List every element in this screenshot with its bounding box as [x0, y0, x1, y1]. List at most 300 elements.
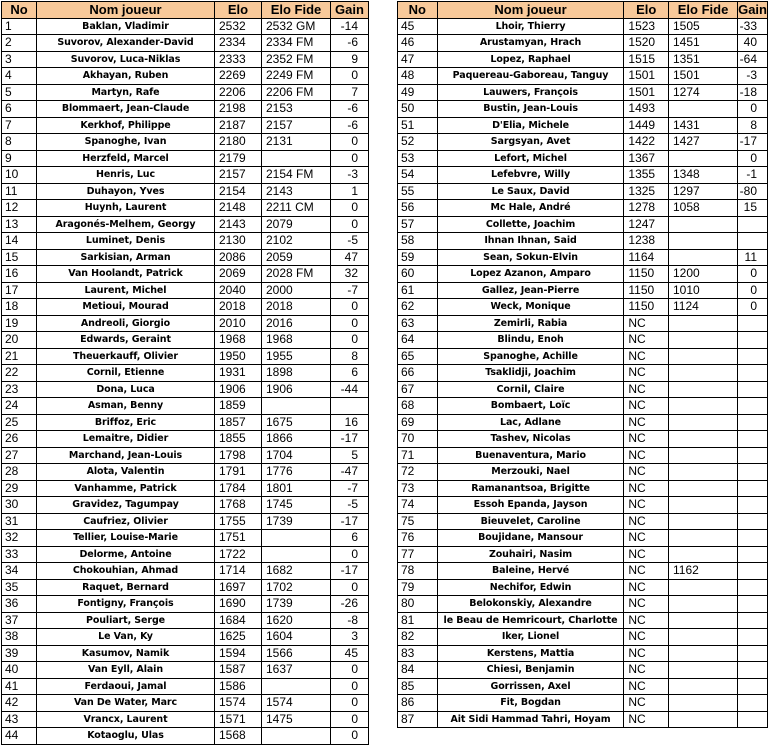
player-name: Zouhairi, Nasim [437, 546, 624, 563]
player-gain: -47 [331, 464, 369, 481]
player-elo: NC [624, 662, 669, 679]
player-elo-fide: 1745 [262, 497, 331, 514]
player-elo-fide [668, 513, 737, 530]
player-row [2, 546, 369, 563]
player-name: Lopez Azanon, Amparo [437, 266, 624, 283]
player-number: 38 [2, 629, 37, 646]
player-elo: 1857 [215, 414, 262, 431]
player-elo: 1784 [215, 480, 262, 497]
player-row [398, 695, 768, 712]
player-number: 28 [2, 464, 37, 481]
player-elo-fide [668, 464, 737, 481]
player-number: 43 [2, 711, 37, 728]
player-name: Kerkhof, Philippe [37, 117, 215, 134]
player-gain: -33 [738, 18, 768, 35]
player-row [2, 183, 369, 200]
player-gain: 0 [331, 579, 369, 596]
player-name: Cornil, Etienne [37, 365, 215, 382]
player-elo: 2532 [215, 18, 262, 35]
player-gain: -1 [738, 167, 768, 184]
player-gain [738, 513, 768, 530]
player-gain: 40 [738, 35, 768, 52]
player-gain: 0 [331, 200, 369, 217]
player-number: 23 [2, 381, 37, 398]
player-elo-fide [668, 150, 737, 167]
player-name: le Beau de Hemricourt, Charlotte [437, 612, 624, 629]
player-row [398, 629, 768, 646]
player-gain: 0 [331, 332, 369, 349]
header-row [2, 2, 369, 19]
player-row [398, 348, 768, 365]
player-gain [738, 315, 768, 332]
player-name: Martyn, Rafe [37, 84, 215, 101]
player-name: Sarkisian, Arman [37, 249, 215, 266]
player-elo-fide [668, 348, 737, 365]
player-elo-fide: 2102 [262, 233, 331, 250]
header-no: No [2, 2, 37, 19]
player-elo-fide: 2206 FM [262, 84, 331, 101]
player-elo: NC [624, 447, 669, 464]
player-gain: 0 [738, 150, 768, 167]
player-elo: 1587 [215, 662, 262, 679]
player-elo: 2018 [215, 299, 262, 316]
player-elo-fide [668, 612, 737, 629]
player-gain: 11 [738, 249, 768, 266]
player-number: 36 [2, 596, 37, 613]
player-row [398, 596, 768, 613]
player-elo: NC [624, 695, 669, 712]
player-number: 27 [2, 447, 37, 464]
player-elo: NC [624, 629, 669, 646]
player-elo: 2179 [215, 150, 262, 167]
player-elo: 1625 [215, 629, 262, 646]
player-elo: 1247 [624, 216, 669, 233]
player-gain: 15 [738, 200, 768, 217]
player-number: 77 [398, 546, 438, 563]
player-number: 4 [2, 68, 37, 85]
player-gain: 8 [738, 117, 768, 134]
player-elo-fide: 1505 [668, 18, 737, 35]
player-row [2, 84, 369, 101]
player-gain: -5 [331, 233, 369, 250]
player-gain [738, 332, 768, 349]
player-name: Belokonskiy, Alexandre [437, 596, 624, 613]
player-gain: -6 [331, 101, 369, 118]
player-elo: 2130 [215, 233, 262, 250]
player-elo-fide [668, 579, 737, 596]
player-row [2, 662, 369, 679]
player-name: Spanoghe, Ivan [37, 134, 215, 151]
player-elo: 2269 [215, 68, 262, 85]
player-row [2, 398, 369, 415]
player-elo: NC [624, 546, 669, 563]
player-gain: -64 [738, 51, 768, 68]
player-elo: 1325 [624, 183, 669, 200]
player-number: 18 [2, 299, 37, 316]
player-row [398, 464, 768, 481]
player-name: Buenaventura, Mario [437, 447, 624, 464]
player-row [2, 728, 369, 745]
player-number: 63 [398, 315, 438, 332]
player-elo: 2148 [215, 200, 262, 217]
player-row [398, 546, 768, 563]
player-gain: -6 [331, 35, 369, 52]
player-elo-fide: 1274 [668, 84, 737, 101]
player-elo-fide [262, 678, 331, 695]
player-gain [331, 398, 369, 415]
player-elo: 1931 [215, 365, 262, 382]
player-number: 54 [398, 167, 438, 184]
player-row [398, 530, 768, 547]
player-number: 7 [2, 117, 37, 134]
player-elo: 1859 [215, 398, 262, 415]
player-number: 9 [2, 150, 37, 167]
player-name: Fontigny, François [37, 596, 215, 613]
player-elo: 1690 [215, 596, 262, 613]
player-elo: 1594 [215, 645, 262, 662]
player-name: Collette, Joachim [437, 216, 624, 233]
player-gain [738, 678, 768, 695]
player-elo: 1768 [215, 497, 262, 514]
player-gain: 0 [331, 216, 369, 233]
player-gain [738, 431, 768, 448]
player-number: 64 [398, 332, 438, 349]
player-elo-fide: 2153 [262, 101, 331, 118]
player-number: 53 [398, 150, 438, 167]
player-number: 5 [2, 84, 37, 101]
player-elo: 2086 [215, 249, 262, 266]
player-name: Caufriez, Olivier [37, 513, 215, 530]
player-gain: 3 [331, 629, 369, 646]
player-number: 58 [398, 233, 438, 250]
player-gain [738, 447, 768, 464]
player-gain: 6 [331, 530, 369, 547]
player-name: Chiesi, Benjamin [437, 662, 624, 679]
player-elo-fide [668, 629, 737, 646]
player-elo-fide: 1501 [668, 68, 737, 85]
player-elo: NC [624, 711, 669, 728]
player-row [2, 513, 369, 530]
player-elo-fide: 1574 [262, 695, 331, 712]
player-elo-fide [668, 497, 737, 514]
player-name: Cornil, Claire [437, 381, 624, 398]
player-number: 67 [398, 381, 438, 398]
player-elo: 1684 [215, 612, 262, 629]
player-row [398, 563, 768, 580]
player-elo-fide: 1427 [668, 134, 737, 151]
player-elo: 1150 [624, 282, 669, 299]
player-number: 2 [2, 35, 37, 52]
player-elo-fide [668, 332, 737, 349]
player-name: Alota, Valentin [37, 464, 215, 481]
player-number: 47 [398, 51, 438, 68]
player-elo-fide [668, 249, 737, 266]
player-elo: 2040 [215, 282, 262, 299]
player-row [2, 200, 369, 217]
player-row [398, 711, 768, 728]
player-elo-fide [668, 431, 737, 448]
player-elo-fide: 1739 [262, 596, 331, 613]
player-gain: -17 [331, 513, 369, 530]
header-elo-fide: Elo Fide [668, 2, 737, 19]
player-elo: NC [624, 563, 669, 580]
player-number: 61 [398, 282, 438, 299]
player-number: 17 [2, 282, 37, 299]
player-number: 19 [2, 315, 37, 332]
player-row [398, 249, 768, 266]
player-row [2, 35, 369, 52]
player-elo-fide: 1675 [262, 414, 331, 431]
player-elo-fide [668, 546, 737, 563]
player-number: 37 [2, 612, 37, 629]
player-gain [738, 563, 768, 580]
player-gain: 47 [331, 249, 369, 266]
player-gain: -7 [331, 480, 369, 497]
player-elo-fide [668, 645, 737, 662]
player-name: Henris, Luc [37, 167, 215, 184]
player-name: Andreoli, Giorgio [37, 315, 215, 332]
player-row [398, 332, 768, 349]
player-number: 76 [398, 530, 438, 547]
player-elo: 1568 [215, 728, 262, 745]
player-name: Aragonés-Melhem, Georgy [37, 216, 215, 233]
player-row [398, 18, 768, 35]
player-gain: -26 [331, 596, 369, 613]
player-number: 16 [2, 266, 37, 283]
ranking-table-left [1, 1, 369, 745]
player-name: Van Eyll, Alain [37, 662, 215, 679]
player-elo: NC [624, 365, 669, 382]
player-elo-fide [668, 315, 737, 332]
player-row [2, 414, 369, 431]
player-number: 71 [398, 447, 438, 464]
player-name: Lhoir, Thierry [437, 18, 624, 35]
player-number: 66 [398, 365, 438, 382]
player-gain: 6 [331, 365, 369, 382]
player-gain: -14 [331, 18, 369, 35]
player-number: 24 [2, 398, 37, 415]
player-number: 46 [398, 35, 438, 52]
player-number: 20 [2, 332, 37, 349]
player-elo-fide: 1620 [262, 612, 331, 629]
player-gain: 7 [331, 84, 369, 101]
player-name: Arustamyan, Hrach [437, 35, 624, 52]
player-gain: 0 [331, 299, 369, 316]
player-row [2, 332, 369, 349]
player-number: 65 [398, 348, 438, 365]
player-name: Vanhamme, Patrick [37, 480, 215, 497]
player-elo: 2069 [215, 266, 262, 283]
player-gain: -44 [331, 381, 369, 398]
player-elo: NC [624, 332, 669, 349]
player-gain [738, 629, 768, 646]
player-gain: 45 [331, 645, 369, 662]
player-row [2, 348, 369, 365]
player-elo-fide: 1776 [262, 464, 331, 481]
player-number: 45 [398, 18, 438, 35]
player-row [398, 233, 768, 250]
player-name: Ihnan Ihnan, Said [437, 233, 624, 250]
player-gain: 0 [331, 68, 369, 85]
player-number: 80 [398, 596, 438, 613]
player-gain: 0 [331, 546, 369, 563]
player-number: 32 [2, 530, 37, 547]
player-row [2, 695, 369, 712]
player-elo-fide: 1801 [262, 480, 331, 497]
player-gain: 0 [331, 150, 369, 167]
player-name: Tellier, Louise-Marie [37, 530, 215, 547]
player-number: 26 [2, 431, 37, 448]
player-elo: 2154 [215, 183, 262, 200]
player-gain [738, 596, 768, 613]
player-elo-fide [668, 414, 737, 431]
player-gain [738, 579, 768, 596]
player-gain: -17 [331, 431, 369, 448]
header-name: Nom joueur [37, 2, 215, 19]
player-elo-fide: 1348 [668, 167, 737, 184]
player-number: 30 [2, 497, 37, 514]
player-elo: NC [624, 497, 669, 514]
player-elo: 2143 [215, 216, 262, 233]
header-row [398, 2, 768, 19]
player-row [398, 117, 768, 134]
player-gain: 0 [331, 678, 369, 695]
player-row [2, 117, 369, 134]
player-name: Lefebvre, Willy [437, 167, 624, 184]
player-name: Metioui, Mourad [37, 299, 215, 316]
player-name: Laurent, Michel [37, 282, 215, 299]
player-name: Iker, Lionel [437, 629, 624, 646]
player-elo: 1355 [624, 167, 669, 184]
player-name: Ramanantsoa, Brigitte [437, 480, 624, 497]
player-row [2, 596, 369, 613]
player-row [398, 35, 768, 52]
player-number: 85 [398, 678, 438, 695]
player-name: Edwards, Geraint [37, 332, 215, 349]
player-elo: NC [624, 596, 669, 613]
player-row [2, 678, 369, 695]
player-name: Ait Sidi Hammad Tahri, Hoyam [437, 711, 624, 728]
player-elo: 1586 [215, 678, 262, 695]
player-row [398, 414, 768, 431]
player-elo: 1950 [215, 348, 262, 365]
player-number: 72 [398, 464, 438, 481]
player-number: 25 [2, 414, 37, 431]
player-elo-fide: 1124 [668, 299, 737, 316]
player-gain: 0 [738, 282, 768, 299]
player-name: Tsaklidji, Joachim [437, 365, 624, 382]
player-gain: 0 [331, 695, 369, 712]
player-number: 14 [2, 233, 37, 250]
player-number: 60 [398, 266, 438, 283]
ranking-table-right [397, 1, 768, 728]
player-elo: NC [624, 414, 669, 431]
player-gain [738, 216, 768, 233]
player-gain: -6 [331, 117, 369, 134]
player-row [2, 464, 369, 481]
player-name: Theuerkauff, Olivier [37, 348, 215, 365]
player-gain [738, 546, 768, 563]
player-number: 50 [398, 101, 438, 118]
player-row [2, 51, 369, 68]
player-name: Huynh, Laurent [37, 200, 215, 217]
player-number: 73 [398, 480, 438, 497]
player-row [2, 249, 369, 266]
player-number: 49 [398, 84, 438, 101]
player-number: 6 [2, 101, 37, 118]
player-elo: 2334 [215, 35, 262, 52]
player-elo: 1278 [624, 200, 669, 217]
player-row [398, 365, 768, 382]
player-elo-fide: 1451 [668, 35, 737, 52]
player-elo-fide: 2143 [262, 183, 331, 200]
player-elo-fide: 2059 [262, 249, 331, 266]
player-number: 87 [398, 711, 438, 728]
player-elo: 1515 [624, 51, 669, 68]
player-number: 13 [2, 216, 37, 233]
player-elo: 1367 [624, 150, 669, 167]
player-elo: NC [624, 513, 669, 530]
player-name: Vrancx, Laurent [37, 711, 215, 728]
player-row [398, 200, 768, 217]
player-elo-fide [668, 447, 737, 464]
player-gain: -17 [331, 563, 369, 580]
player-number: 69 [398, 414, 438, 431]
player-name: Lemaitre, Didier [37, 431, 215, 448]
player-gain [738, 711, 768, 728]
player-number: 11 [2, 183, 37, 200]
player-name: Van Hoolandt, Patrick [37, 266, 215, 283]
player-elo-fide: 2016 [262, 315, 331, 332]
player-row [398, 84, 768, 101]
player-elo: 1855 [215, 431, 262, 448]
player-gain: 0 [331, 711, 369, 728]
player-number: 68 [398, 398, 438, 415]
player-row [2, 216, 369, 233]
player-number: 75 [398, 513, 438, 530]
player-elo-fide: 1566 [262, 645, 331, 662]
player-name: Bustin, Jean-Louis [437, 101, 624, 118]
player-gain [738, 662, 768, 679]
player-row [2, 150, 369, 167]
player-elo-fide: 2352 FM [262, 51, 331, 68]
player-elo-fide [668, 530, 737, 547]
player-gain [738, 612, 768, 629]
header-gain: Gain [331, 2, 369, 19]
player-gain: 0 [738, 101, 768, 118]
player-gain: 0 [331, 662, 369, 679]
player-row [2, 447, 369, 464]
player-name: Le Saux, David [437, 183, 624, 200]
player-elo: NC [624, 645, 669, 662]
player-number: 59 [398, 249, 438, 266]
player-number: 15 [2, 249, 37, 266]
player-elo: 1523 [624, 18, 669, 35]
player-row [398, 612, 768, 629]
player-row [2, 282, 369, 299]
player-elo-fide: 2154 FM [262, 167, 331, 184]
player-elo-fide: 1010 [668, 282, 737, 299]
player-gain [738, 480, 768, 497]
player-elo: 1493 [624, 101, 669, 118]
player-name: Raquet, Bernard [37, 579, 215, 596]
player-elo-fide [668, 101, 737, 118]
player-gain [738, 530, 768, 547]
player-row [398, 579, 768, 596]
player-row [2, 497, 369, 514]
player-name: Marchand, Jean-Louis [37, 447, 215, 464]
player-elo: 2157 [215, 167, 262, 184]
